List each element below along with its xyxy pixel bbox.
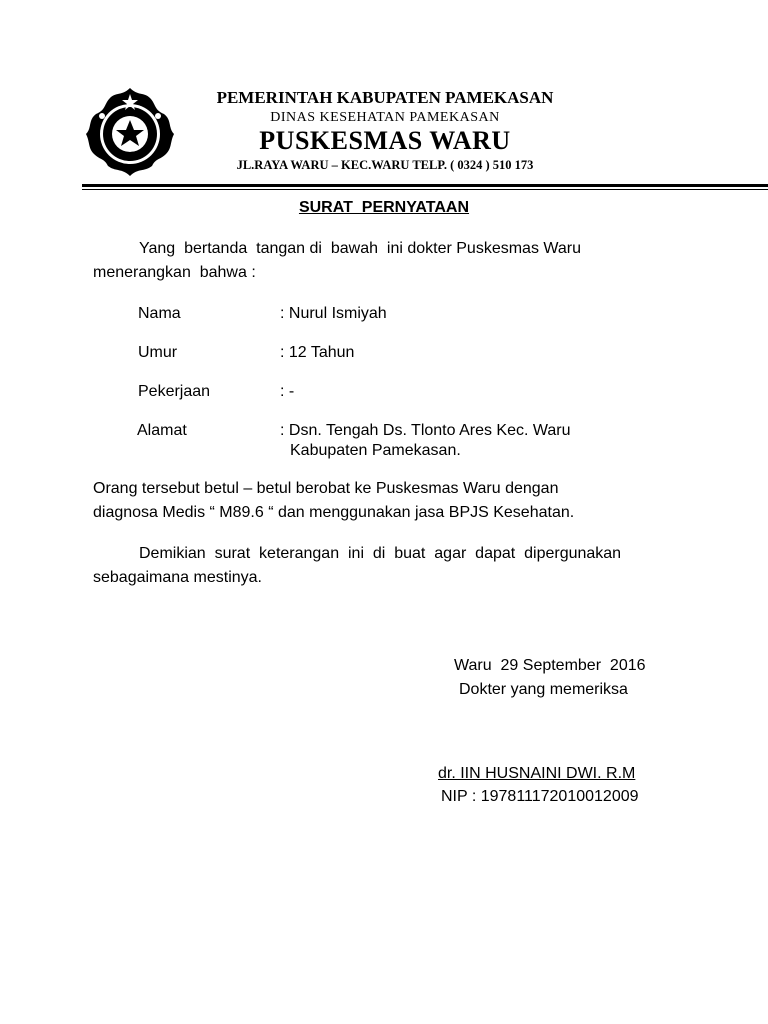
field-label-alamat: Alamat — [137, 422, 187, 439]
field-value-umur: : 12 Tahun — [280, 344, 355, 361]
field-value-pekerjaan: : - — [280, 383, 295, 400]
signature-role: Dokter yang memeriksa — [459, 681, 628, 698]
letterhead-address: JL.RAYA WARU – KEC.WARU TELP. ( 0324 ) 510 173 — [236, 158, 534, 172]
signature-name: dr. IIN HUSNAINI DWI. R.M — [438, 765, 636, 782]
field-value-nama: : Nurul Ismiyah — [280, 305, 387, 322]
intro-line-1: Yang bertanda tangan di bawah ini dokter Puskesmas Waru — [139, 240, 582, 257]
statement-line-1: Orang tersebut betul – betul berobat ke Puskesmas Waru dengan — [93, 480, 559, 497]
letterhead-divider-thin — [82, 189, 768, 190]
field-label-pekerjaan: Pekerjaan — [138, 383, 211, 400]
statement-line-2: diagnosa Medis “ M89.6 “ dan menggunakan jasa BPJS Kesehatan. — [93, 504, 575, 521]
letterhead-divider-thick — [82, 184, 768, 187]
letterhead-department: DINAS KESEHATAN PAMEKASAN — [270, 110, 500, 125]
signature-place-date: Waru 29 September 2016 — [454, 657, 646, 674]
signature-nip: NIP : 197811172010012009 — [441, 788, 639, 805]
field-label-nama: Nama — [138, 305, 181, 322]
field-value-alamat: : Dsn. Tengah Ds. Tlonto Ares Kec. Waru — [280, 422, 571, 439]
field-label-umur: Umur — [138, 344, 178, 361]
closing-line-2: sebagaimana mestinya. — [93, 569, 262, 586]
field-value-alamat-line-2: Kabupaten Pamekasan. — [290, 442, 461, 459]
regency-emblem-logo — [84, 86, 176, 178]
letterhead-institution: PUSKESMAS WARU — [259, 126, 511, 155]
intro-line-2: menerangkan bahwa : — [93, 264, 256, 281]
letterhead-government: PEMERINTAH KABUPATEN PAMEKASAN — [216, 88, 554, 107]
document-title: SURAT PERNYATAAN — [298, 199, 470, 216]
closing-line-1: Demikian surat keterangan ini di buat agar dapat dipergunakan — [139, 545, 622, 562]
